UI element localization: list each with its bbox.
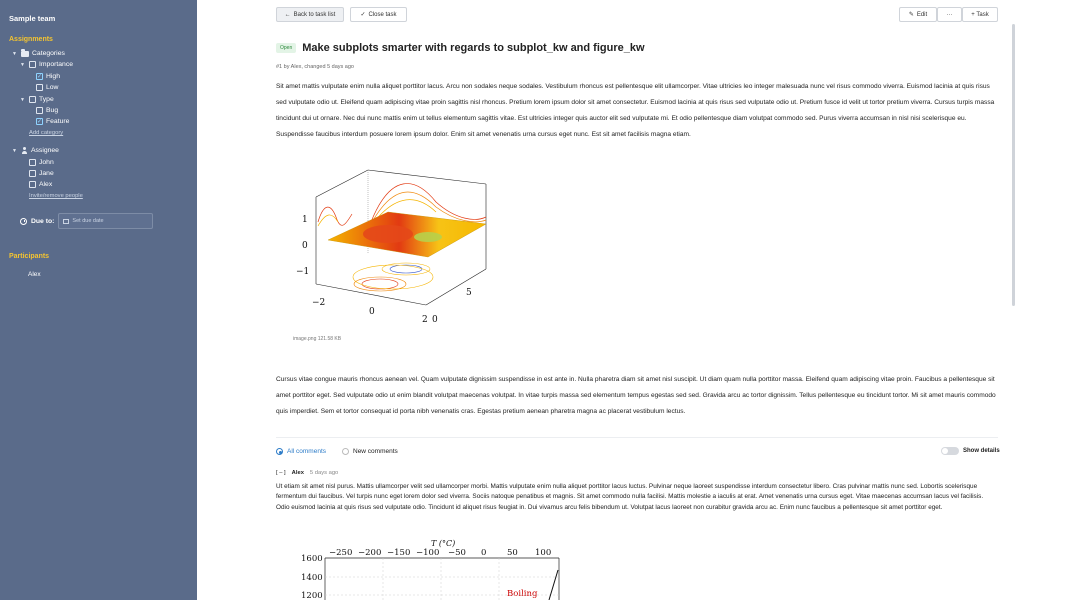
z-tick-label: 0 (302, 241, 308, 251)
top-tick-label: 100 (535, 548, 552, 558)
tree-item-feature[interactable] (36, 118, 69, 125)
collapse-triangle-icon[interactable]: ▼ (12, 50, 17, 57)
x-tick-label: 0 (369, 307, 375, 317)
due-placeholder: Set due date (72, 218, 104, 224)
filter-new-label: New comments (353, 448, 398, 455)
bug-label: Bug (46, 107, 59, 114)
collapse-triangle-icon[interactable]: ▼ (20, 96, 25, 103)
assignee-alex[interactable] (29, 181, 52, 188)
top-tick-label: −200 (358, 548, 382, 558)
check-icon: ✓ (360, 12, 366, 18)
radio-new-comments[interactable] (342, 448, 349, 455)
tree-item-bug[interactable] (36, 107, 58, 114)
close-label: Close task (368, 11, 397, 18)
radio-all-comments[interactable] (276, 448, 283, 455)
edit-label: Edit (916, 11, 928, 18)
team-name[interactable]: Sample team (9, 14, 56, 23)
task-description-paragraph: Sit amet mattis vulputate enim nulla aliquet porttitor lacus. Arcu non sodales neque sodales. Vestibulum rhoncus est pellentesque elit ullamcorper. Vitae ultricies leo integer malesuada nunc vel risus commodo viverra. Euismod lacinia at quis risus sed vulputate odio ut. Eleifend quam adipiscing vitae proin sagittis nisl rhoncus. Pretium lorem ipsum dolor sit amet consectetur. Euismod lacinia at quis risus sed vulputate odio ut. Pretium fusce id velit ut tortor pretium viverra. Cursus turpis massa tincidunt dui ut ornare. Nec dui nunc mattis enim ut tellus elementum sagittis vitae. Est ultricies integer quis auctor elit sed vulputate mi. Et odio pellentesque diam volutpat commodo sed. Purus viverra accumsan in nisl nisi scelerisque eu. Suspendisse faucibus interdum posuere lorem ipsum dolor. Enim sit amet venenatis urna cursus eget nunc. Est sit amet facilisis magna etiam. (276, 83, 995, 138)
filter-all-label: All comments (287, 448, 327, 455)
importance-label: Importance (39, 61, 74, 68)
user-icon (21, 147, 28, 154)
comment-text: Ut etiam sit amet nisl purus. Mattis ullamcorper velit sed ullamcorper morbi. Mattis vulputate enim nulla aliquet porttitor lacus luctus. Pulvinar neque laoreet suspendisse interdum consectetur libero. Cras pulvinar mattis nunc sed. Lobortis scelerisque fermentum dui faucibus. Vel turpis nunc eget lorem dolor sed viverra. Sociis natoque penatibus et magnis. Sit amet commodo nulla facilisi. Mattis molestie a iaculis at erat. Amet venenatis urna cursus eget. Vitae maecenas accumsan lacus vel facilisis. Odio euismod lacinia at quis risus sed vulputate odio. Tincidunt id aliquet risus feugiat in. Dui vivamus arcu felis bibendum ut. Volutpat lacus laoreet non curabitur gravida arcu ac. Enim nunc faucibus a pellentesque sit amet porttitor eget. (276, 483, 984, 511)
x-tick-label: 2 (422, 315, 428, 325)
add-category-link[interactable]: Add category (29, 130, 64, 136)
add-task-label: + Task (971, 11, 989, 18)
due-date-input[interactable] (58, 213, 153, 229)
type-label: Type (39, 96, 54, 103)
tree-item-high[interactable] (36, 73, 60, 80)
more-options-button[interactable] (937, 7, 962, 22)
assignee-john[interactable] (29, 159, 54, 166)
y-tick-label: 0 (432, 315, 438, 325)
comment-time: 5 days ago (309, 470, 339, 476)
task-title: Make subplots smarter with regards to subplot_kw and figure_kw (302, 42, 645, 54)
back-label: Back to task list (293, 11, 336, 18)
comment-header (276, 470, 338, 476)
feature-label: Feature (46, 118, 70, 125)
back-to-task-list-button[interactable] (276, 7, 344, 22)
y-tick-label: 1200 (301, 591, 323, 600)
sidebar (0, 0, 197, 600)
pencil-icon: ✎ (908, 12, 914, 18)
show-details-label: Show details (963, 448, 1000, 454)
arrow-left-icon: ← (284, 11, 291, 18)
assignee-name: John (39, 159, 54, 166)
checkbox-importance[interactable] (29, 61, 36, 68)
tree-importance[interactable] (20, 61, 73, 68)
comment-author[interactable]: Alex (291, 470, 304, 476)
edit-button[interactable] (899, 7, 937, 22)
tree-assignee[interactable] (12, 147, 59, 154)
tree-categories[interactable] (12, 50, 65, 57)
top-tick-label: 50 (507, 548, 518, 558)
tree-item-low[interactable] (36, 84, 58, 91)
z-tick-label: 1 (302, 215, 308, 225)
checkbox-high[interactable]: ✓ (36, 73, 43, 80)
scrollbar[interactable] (1012, 24, 1015, 306)
close-task-button[interactable] (350, 7, 407, 22)
collapse-triangle-icon[interactable]: ▼ (12, 147, 17, 154)
collapse-comment-button[interactable]: [ – ] (276, 470, 286, 476)
due-label: Due to: (31, 217, 55, 225)
participant-item[interactable]: Alex (28, 271, 41, 278)
more-label: ··· (946, 11, 953, 18)
assignee-name: Alex (39, 181, 53, 188)
top-tick-label: 0 (481, 548, 487, 558)
status-badge: Open (276, 43, 296, 53)
checkbox-bug[interactable] (36, 107, 43, 114)
high-label: High (46, 73, 60, 80)
z-tick-label: −1 (296, 267, 310, 277)
checkbox-type[interactable] (29, 96, 36, 103)
clock-icon (20, 218, 27, 225)
tree-type[interactable] (20, 96, 54, 103)
attached-image-3d-plot[interactable] (296, 162, 501, 327)
y-tick-label: 5 (466, 288, 472, 298)
checkbox-jane[interactable] (29, 170, 36, 177)
assignee-jane[interactable] (29, 170, 54, 177)
folder-icon (21, 51, 29, 57)
show-details-toggle[interactable] (941, 447, 959, 455)
invite-remove-link[interactable]: Invite/remove people (29, 193, 83, 199)
top-tick-label: −250 (329, 548, 353, 558)
collapse-triangle-icon[interactable]: ▼ (20, 61, 25, 68)
assignee-name: Jane (39, 170, 54, 177)
calendar-icon (63, 219, 69, 224)
top-axis-label: T (°C) (431, 539, 456, 548)
checkbox-low[interactable] (36, 84, 43, 91)
top-tick-label: −100 (416, 548, 440, 558)
checkbox-john[interactable] (29, 159, 36, 166)
show-details-toggle-row[interactable] (941, 447, 1000, 455)
assignments-title: Assignments (9, 36, 53, 43)
y-tick-label: 1400 (301, 573, 323, 583)
boiling-annotation: Boiling (507, 589, 538, 599)
task-title-row (276, 42, 645, 54)
checkbox-alex[interactable] (29, 181, 36, 188)
y-tick-label: 1600 (301, 554, 323, 564)
checkbox-feature[interactable]: ✓ (36, 118, 43, 125)
categories-label: Categories (32, 50, 65, 57)
filter-new-comments[interactable] (342, 448, 398, 455)
divider (276, 437, 998, 438)
task-meta: #1 by Alex, changed 5 days ago (276, 64, 354, 70)
comment-image-plot[interactable] (301, 536, 571, 600)
filter-all-comments[interactable] (276, 448, 326, 455)
due-row (20, 213, 153, 229)
main-content (197, 0, 1092, 600)
add-task-button[interactable] (962, 7, 998, 22)
participants-title: Participants (9, 253, 50, 260)
top-tick-label: −50 (448, 548, 466, 558)
task-description-paragraph-2: Cursus vitae congue mauris rhoncus aenean vel. Quam vulputate dignissim suspendisse in est ante in. Nulla pharetra diam sit amet nisl suscipit. Ut diam quam nulla porttitor massa. Eleifend quam adipiscing vitae proin. Faucibus a pellentesque sit amet porttitor eget. Sed vulputate odio ut enim blandit volutpat maecenas volutpat. In vitae turpis massa sed elementum tempus egestas sed sed. Gravida arcu ac tortor dignissim. Tellus pellentesque eu tincidunt tortor. Mi sit amet mauris commodo quis imperdiet. Sem et tortor consequat id porta nibh venenatis cras. Egestas pretium aenean pharetra magna ac placerat vestibulum lectus. (276, 376, 996, 415)
x-tick-label: −2 (312, 298, 326, 308)
low-label: Low (46, 84, 59, 91)
top-tick-label: −150 (387, 548, 411, 558)
assignee-label: Assignee (31, 147, 59, 154)
image-caption: image.png 121.58 KB (293, 336, 342, 342)
